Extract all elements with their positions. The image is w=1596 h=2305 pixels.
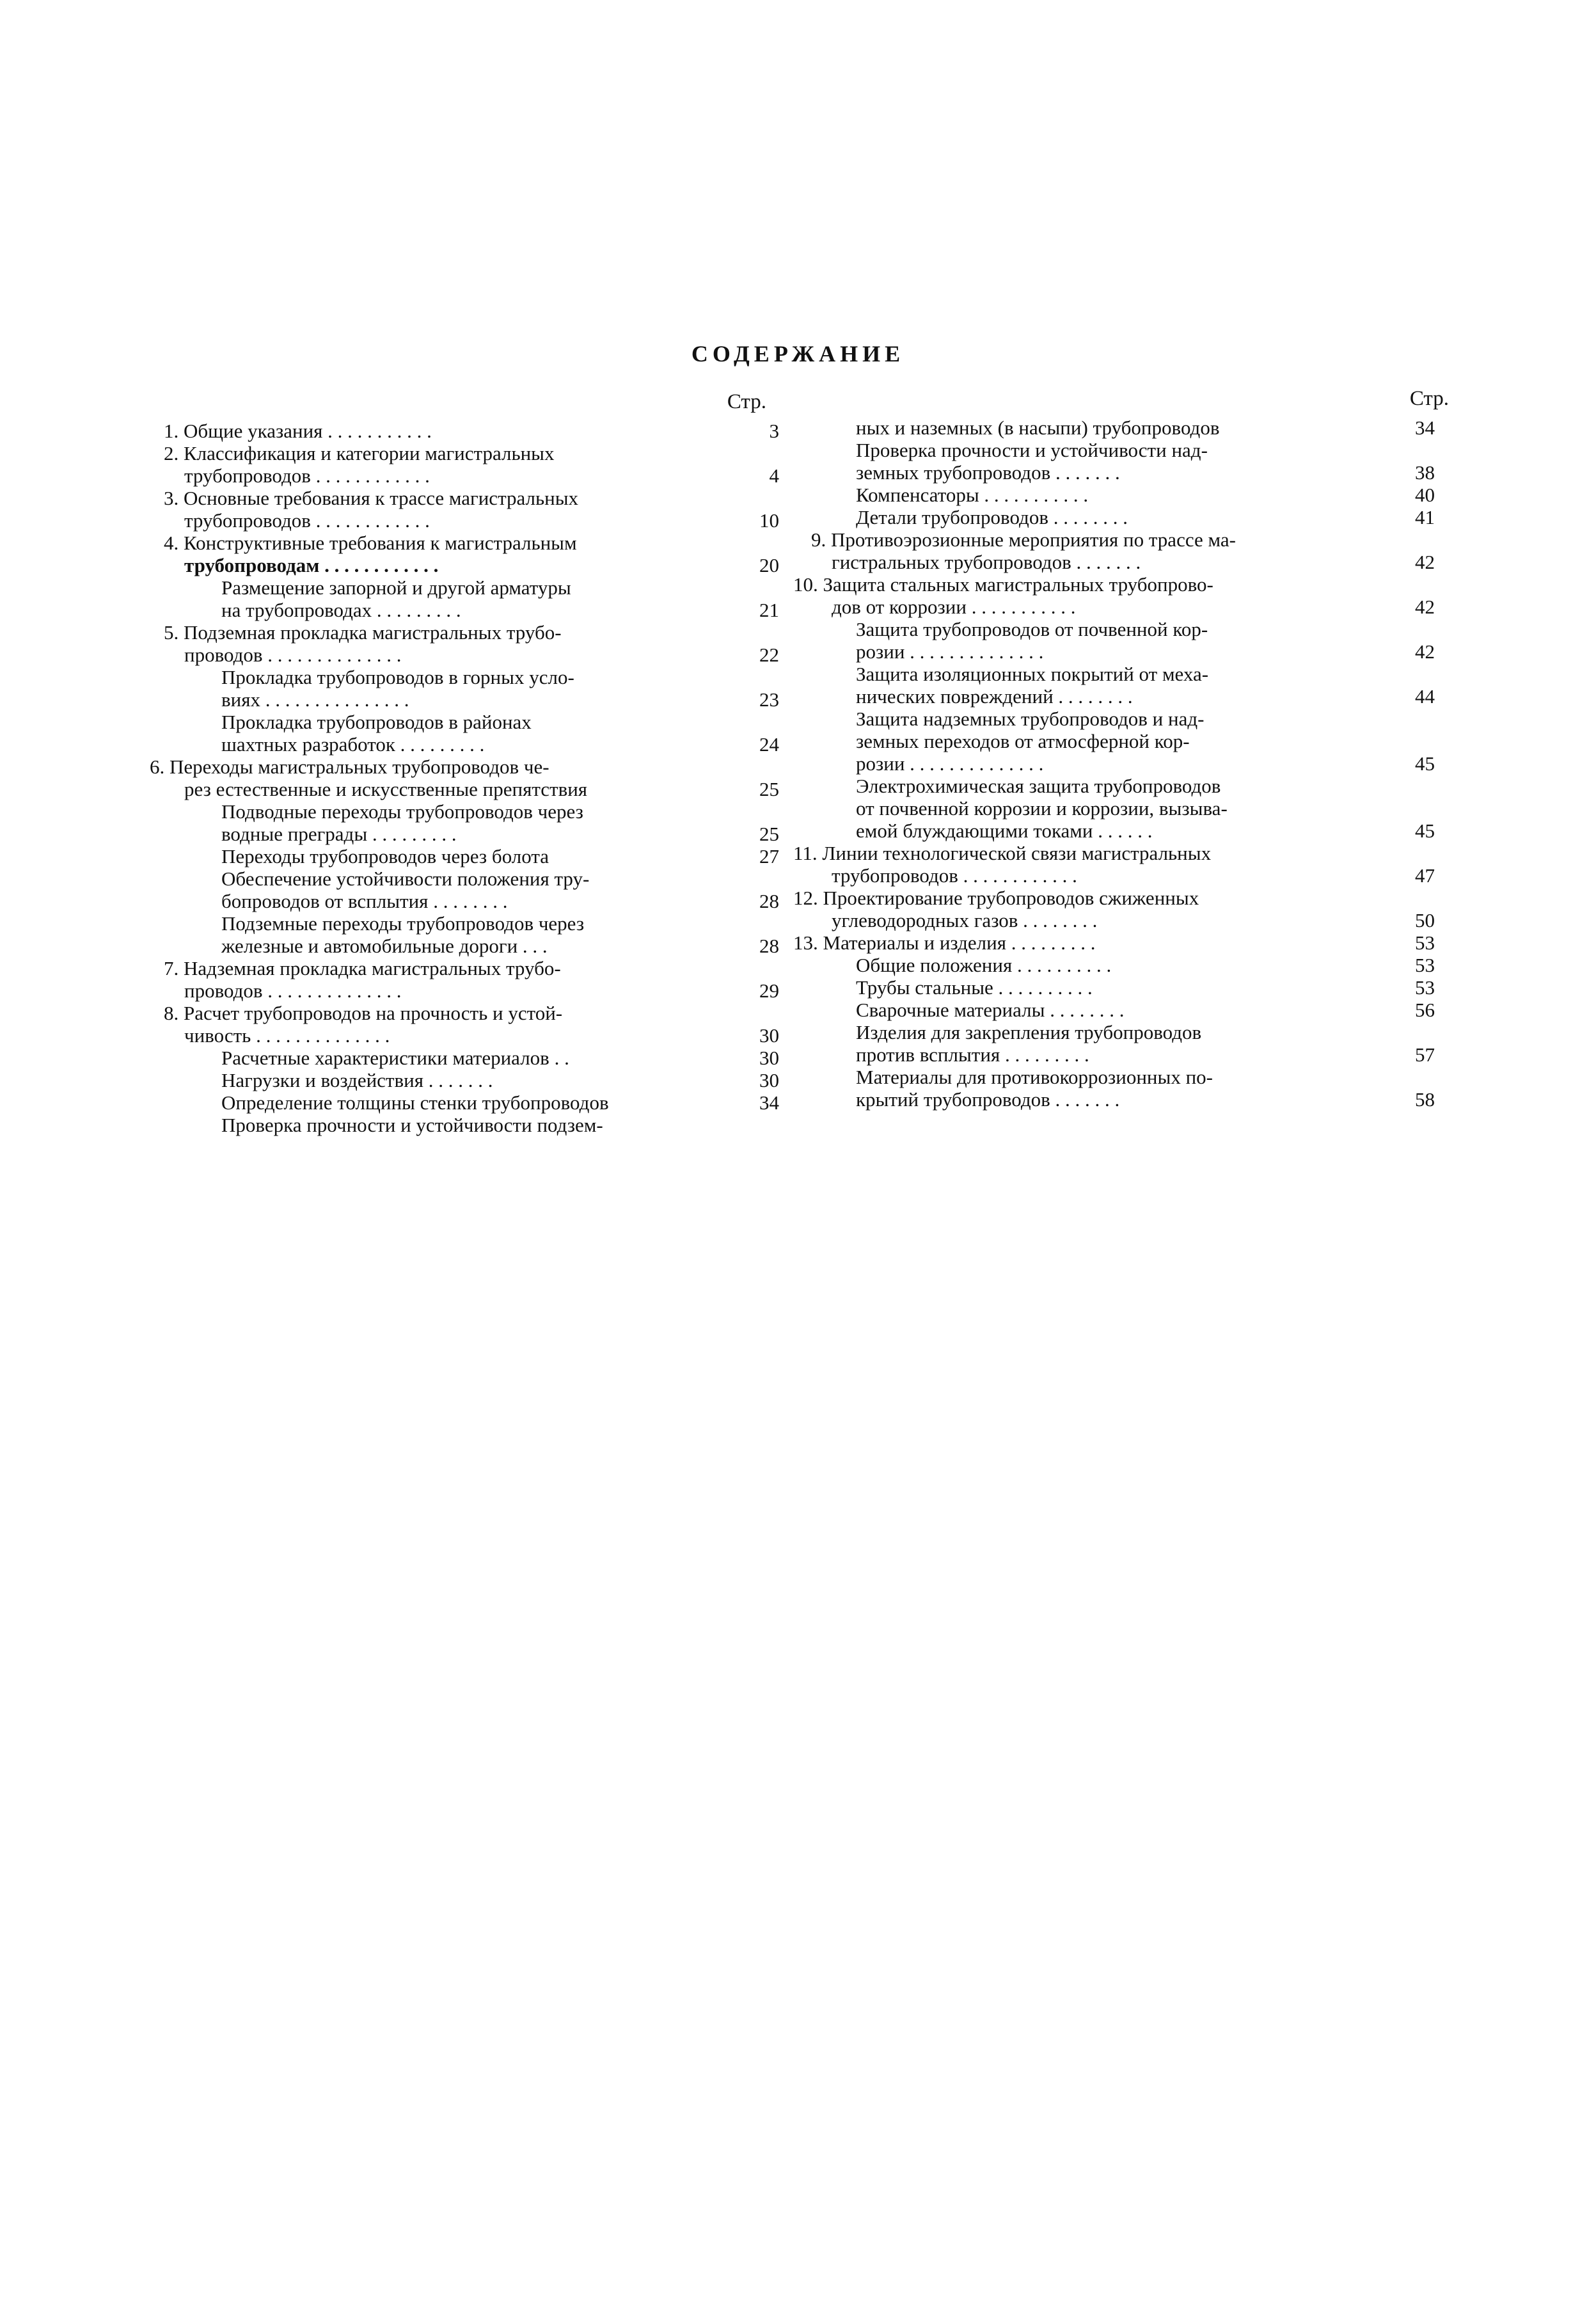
toc-entry-line (146, 621, 786, 644)
toc-entry-line (146, 957, 786, 979)
toc-entry-page-number: 23 (759, 688, 779, 711)
toc-entry-text: Защита надземных трубопроводов и над- (856, 708, 1205, 730)
toc-entry (146, 711, 786, 756)
toc-entry-line (146, 756, 786, 778)
toc-entry-line (146, 644, 786, 666)
toc-entry-line (793, 842, 1449, 864)
toc-entry-text: проводов . . . . . . . . . . . . . . (184, 979, 402, 1002)
toc-entry-text: Материалы для противокоррозионных по- (856, 1066, 1213, 1088)
toc-entry (793, 439, 1449, 484)
toc-entry-page-number: 38 (1415, 461, 1435, 484)
toc-entry-text: Защита изоляционных покрытий от меха- (856, 663, 1209, 685)
toc-entry-line (146, 979, 786, 1002)
toc-entry-line (793, 931, 1449, 954)
toc-entry-line (793, 708, 1449, 730)
toc-entry (146, 666, 786, 711)
toc-entry-text: Электрохимическая защита трубопроводов (856, 775, 1221, 797)
toc-entry (793, 775, 1449, 842)
toc-entry-text: нических повреждений . . . . . . . . (856, 685, 1133, 708)
toc-entry-line (793, 999, 1449, 1021)
toc-entry-text: железные и автомобильные дороги . . . (221, 935, 548, 957)
toc-entry (793, 618, 1449, 663)
toc-entry (793, 506, 1449, 528)
toc-entry-line (793, 887, 1449, 909)
toc-entry-page-number: 28 (759, 890, 779, 912)
toc-entry-text: Детали трубопроводов . . . . . . . . (856, 506, 1128, 528)
toc-entry-page-number: 30 (759, 1047, 779, 1069)
toc-entry-text: виях . . . . . . . . . . . . . . . (221, 688, 409, 711)
toc-entry-text: 6. Переходы магистральных трубопроводов че- (150, 756, 549, 778)
toc-entry-line (146, 487, 786, 509)
toc-entry-text: розии . . . . . . . . . . . . . . (856, 752, 1044, 775)
toc-entry-line (146, 778, 786, 800)
toc-entry-page-number: 21 (759, 599, 779, 621)
toc-entry-line (793, 685, 1449, 708)
toc-entry-line (793, 551, 1449, 573)
toc-entry-line (146, 576, 786, 599)
toc-entry-line (146, 935, 786, 957)
toc-entry-text: дов от коррозии . . . . . . . . . . . (832, 596, 1076, 618)
toc-entry-page-number: 45 (1415, 820, 1435, 842)
toc-entry (146, 1114, 786, 1136)
toc-entry (793, 954, 1449, 976)
toc-entry-text: 5. Подземная прокладка магистральных трубо- (164, 621, 562, 644)
toc-entry-line (146, 666, 786, 688)
toc-entry-line (146, 1069, 786, 1091)
toc-entry-text: чивость . . . . . . . . . . . . . . (184, 1024, 390, 1047)
toc-list-right (793, 416, 1449, 1111)
toc-entry (793, 976, 1449, 999)
toc-entry-line (793, 439, 1449, 461)
toc-entry-text: Общие положения . . . . . . . . . . (856, 954, 1112, 976)
toc-entry (146, 912, 786, 957)
toc-entry-line (793, 596, 1449, 618)
toc-entry (793, 663, 1449, 708)
toc-entry-text: 2. Классификация и категории магистральных (164, 442, 555, 464)
toc-entry-line (146, 823, 786, 845)
toc-entry-page-number: 58 (1415, 1088, 1435, 1111)
toc-entry-text: Обеспечение устойчивости положения тру- (221, 867, 590, 890)
toc-entry-line (793, 484, 1449, 506)
toc-entry-page-number: 27 (759, 845, 779, 867)
toc-entry-text: проводов . . . . . . . . . . . . . . (184, 644, 402, 666)
toc-entry (146, 867, 786, 912)
toc-entry-text: рез естественные и искусственные препятствия (184, 778, 588, 800)
toc-entry-text: на трубопроводах . . . . . . . . . (221, 599, 461, 621)
toc-entry-text: 7. Надземная прокладка магистральных трубо- (164, 957, 561, 979)
toc-entry (793, 999, 1449, 1021)
toc-entry (793, 484, 1449, 506)
toc-entry-text: Прокладка трубопроводов в горных усло- (221, 666, 574, 688)
toc-entry-line (793, 618, 1449, 640)
toc-entry (146, 1047, 786, 1069)
toc-entry-text: ных и наземных (в насыпи) трубопроводов (856, 416, 1220, 439)
toc-entry-line (146, 890, 786, 912)
toc-entry-text: Подводные переходы трубопроводов через (221, 800, 583, 823)
toc-entry-text: Трубы стальные . . . . . . . . . . (856, 976, 1093, 999)
toc-entry-line (793, 663, 1449, 685)
toc-entry-text: 13. Материалы и изделия . . . . . . . . . (793, 931, 1096, 954)
toc-entry-line (146, 1047, 786, 1069)
toc-entry-text: Сварочные материалы . . . . . . . . (856, 999, 1125, 1021)
toc-entry-text: Проверка прочности и устойчивости над- (856, 439, 1208, 461)
toc-entry (793, 1021, 1449, 1066)
toc-entry-line (146, 599, 786, 621)
toc-entry (793, 416, 1449, 439)
toc-entry-line (146, 711, 786, 733)
toc-entry-line (146, 867, 786, 890)
toc-entry-page-number: 57 (1415, 1043, 1435, 1066)
toc-entry-line (146, 912, 786, 935)
toc-entry-text: крытий трубопроводов . . . . . . . (856, 1088, 1120, 1111)
toc-entry-page-number: 24 (759, 733, 779, 756)
toc-entry-line (793, 976, 1449, 999)
toc-entry-page-number: 53 (1415, 954, 1435, 976)
toc-entry-page-number: 25 (759, 778, 779, 800)
toc-entry-line (793, 1021, 1449, 1043)
toc-entry-page-number: 40 (1415, 484, 1435, 506)
toc-entry-page-number: 47 (1415, 864, 1435, 887)
toc-entry-line (793, 528, 1449, 551)
toc-entry-page-number: 44 (1415, 685, 1435, 708)
toc-entry-line (146, 442, 786, 464)
toc-entry-text: трубопроводов . . . . . . . . . . . . (832, 864, 1077, 887)
toc-entry-text: против всплытия . . . . . . . . . (856, 1043, 1089, 1066)
toc-entry (793, 528, 1449, 573)
toc-entry-line (793, 573, 1449, 596)
toc-list-left (146, 420, 786, 1136)
toc-entry-page-number: 34 (1415, 416, 1435, 439)
toc-entry-page-number: 56 (1415, 999, 1435, 1021)
toc-entry-line (146, 733, 786, 756)
toc-entry (146, 621, 786, 666)
page-column-header-label: Стр. (727, 390, 766, 413)
toc-entry-text: Защита трубопроводов от почвенной кор- (856, 618, 1208, 640)
toc-entry-line (146, 845, 786, 867)
toc-entry (146, 1091, 786, 1114)
toc-entry-page-number: 42 (1415, 551, 1435, 573)
toc-entry-text: Проверка прочности и устойчивости подзем- (221, 1114, 603, 1136)
toc-entry-line (146, 800, 786, 823)
toc-entry (146, 1002, 786, 1047)
toc-entry-line (146, 464, 786, 487)
toc-entry-text: Компенсаторы . . . . . . . . . . . (856, 484, 1089, 506)
toc-entry (146, 442, 786, 487)
toc-entry (146, 532, 786, 576)
toc-entry-text: трубопроводов . . . . . . . . . . . . (184, 464, 430, 487)
toc-entry (146, 487, 786, 532)
toc-entry-page-number: 34 (759, 1091, 779, 1114)
toc-entry-text: углеводородных газов . . . . . . . . (832, 909, 1098, 931)
toc-entry-text: от почвенной коррозии и коррозии, вызыва- (856, 797, 1228, 820)
toc-entry-page-number: 30 (759, 1024, 779, 1047)
toc-entry (793, 887, 1449, 931)
toc-entry-text: 3. Основные требования к трассе магистральных (164, 487, 579, 509)
toc-entry-line (793, 730, 1449, 752)
toc-entry-line (146, 1002, 786, 1024)
toc-entry-text: трубопроводов . . . . . . . . . . . . (184, 509, 430, 532)
toc-entry-page-number: 22 (759, 644, 779, 666)
toc-entry-page-number: 28 (759, 935, 779, 957)
toc-entry-text: 10. Защита стальных магистральных трубопрово- (793, 573, 1213, 596)
toc-entry-line (146, 554, 786, 576)
toc-entry-page-number: 50 (1415, 909, 1435, 931)
toc-entry-text: Расчетные характеристики материалов . . (221, 1047, 569, 1069)
toc-column-right (793, 387, 1449, 1111)
toc-entry-text: 1. Общие указания . . . . . . . . . . . (164, 420, 432, 442)
toc-entry-text: 11. Линии технологической связи магистральных (793, 842, 1212, 864)
toc-entry-line (793, 1043, 1449, 1066)
toc-entry-text: земных трубопроводов . . . . . . . (856, 461, 1120, 484)
toc-entry-page-number: 25 (759, 823, 779, 845)
toc-entry (146, 1069, 786, 1091)
toc-entry (793, 573, 1449, 618)
toc-entry-text: шахтных разработок . . . . . . . . . (221, 733, 485, 756)
page-column-header (146, 390, 786, 420)
toc-entry-line (793, 864, 1449, 887)
toc-entry-line (146, 1091, 786, 1114)
toc-entry-text: 9. Противоэрозионные мероприятия по трассе ма- (811, 528, 1236, 551)
toc-entry-page-number: 42 (1415, 640, 1435, 663)
toc-entry-line (793, 775, 1449, 797)
toc-entry (146, 420, 786, 442)
toc-entry-line (793, 909, 1449, 931)
toc-entry-text: Переходы трубопроводов через болота (221, 845, 549, 867)
toc-entry-line (793, 797, 1449, 820)
toc-entry (146, 576, 786, 621)
toc-entry (146, 756, 786, 800)
page-column-header (793, 387, 1449, 416)
toc-entry-line (146, 1114, 786, 1136)
toc-entry (146, 800, 786, 845)
toc-entry-text: Подземные переходы трубопроводов через (221, 912, 585, 935)
toc-entry-line (146, 688, 786, 711)
toc-entry-line (146, 509, 786, 532)
toc-entry-text: 4. Конструктивные требования к магистральным (164, 532, 577, 554)
page-column-header-label: Стр. (1409, 387, 1449, 410)
toc-entry (146, 845, 786, 867)
toc-entry-text: Прокладка трубопроводов в районах (221, 711, 532, 733)
toc-entry-text: Определение толщины стенки трубопроводов (221, 1091, 609, 1114)
toc-entry-page-number: 10 (759, 509, 779, 532)
toc-entry-line (793, 416, 1449, 439)
toc-entry-page-number: 45 (1415, 752, 1435, 775)
toc-entry-page-number: 20 (759, 554, 779, 576)
toc-entry-line (793, 1066, 1449, 1088)
toc-entry-line (146, 1024, 786, 1047)
toc-entry-page-number: 53 (1415, 976, 1435, 999)
toc-entry-line (793, 1088, 1449, 1111)
toc-entry (146, 957, 786, 1002)
toc-entry-text: гистральных трубопроводов . . . . . . . (832, 551, 1141, 573)
toc-entry-line (146, 420, 786, 442)
toc-entry-text: бопроводов от всплытия . . . . . . . . (221, 890, 508, 912)
page-title: СОДЕРЖАНИЕ (691, 341, 905, 367)
toc-entry-page-number: 4 (769, 464, 779, 487)
toc-entry-line (146, 532, 786, 554)
toc-entry-page-number: 30 (759, 1069, 779, 1091)
toc-entry-line (793, 752, 1449, 775)
toc-entry-line (793, 461, 1449, 484)
toc-column-left (146, 390, 786, 1136)
toc-entry-text: трубопроводам . . . . . . . . . . . . (184, 554, 439, 576)
toc-entry-line (793, 640, 1449, 663)
toc-entry-text: водные преграды . . . . . . . . . (221, 823, 457, 845)
toc-entry (793, 708, 1449, 775)
toc-entry (793, 931, 1449, 954)
toc-entry-text: емой блуждающими токами . . . . . . (856, 820, 1153, 842)
toc-entry-line (793, 506, 1449, 528)
toc-entry-text: земных переходов от атмосферной кор- (856, 730, 1190, 752)
toc-entry-page-number: 53 (1415, 931, 1435, 954)
toc-entry-page-number: 42 (1415, 596, 1435, 618)
toc-entry-text: Размещение запорной и другой арматуры (221, 576, 571, 599)
toc-entry-text: розии . . . . . . . . . . . . . . (856, 640, 1044, 663)
toc-entry (793, 842, 1449, 887)
toc-entry-text: 12. Проектирование трубопроводов сжиженных (793, 887, 1199, 909)
toc-entry-page-number: 41 (1415, 506, 1435, 528)
toc-entry-text: Изделия для закрепления трубопроводов (856, 1021, 1202, 1043)
toc-entry-text: Нагрузки и воздействия . . . . . . . (221, 1069, 493, 1091)
toc-entry (793, 1066, 1449, 1111)
toc-entry-page-number: 29 (759, 979, 779, 1002)
toc-entry-line (793, 954, 1449, 976)
toc-entry-line (793, 820, 1449, 842)
toc-entry-text: 8. Расчет трубопроводов на прочность и устой- (164, 1002, 563, 1024)
toc-entry-page-number: 3 (769, 420, 779, 442)
